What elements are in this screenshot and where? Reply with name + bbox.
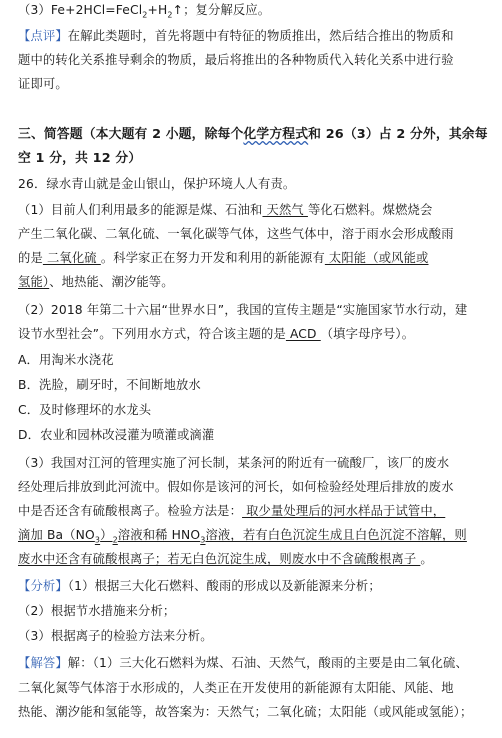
answer-blank: 太阳能（或风能或 xyxy=(324,251,429,265)
option-c: C．及时修理坏的水龙头 xyxy=(18,403,152,417)
q26-3-line-3 xyxy=(18,503,445,519)
comment-line-2: 题中的转化关系推导剩余的物质，最后将推出的各种物质代入转化关系中进行验 xyxy=(18,53,454,67)
solution-line-3: 热能、潮汐能和氢能等，故答案为：天然气；二氧化硫；太阳能（或风能或氢能）； xyxy=(18,705,473,719)
q26-1-line-1 xyxy=(18,202,432,218)
subscript: 2 xyxy=(112,535,118,545)
solution-line-2: 二氧化氮等气体溶于水形成的，人类正在开发使用的新能源有太阳能、风能、地 xyxy=(18,681,454,695)
analysis-tag: 【分析】 xyxy=(18,579,68,593)
option-d: D．农业和园林改浸灌为喷灌或滴灌 xyxy=(18,428,215,442)
answer-blank: 滴加 Ba（NO xyxy=(18,528,95,542)
answer-blank: ACD xyxy=(285,327,321,341)
q26-3-line-1: （3）我国对江河的管理实施了河长制，某条河的附近有一硫酸厂，该厂的废水 xyxy=(18,456,450,470)
q26-2-line-1 xyxy=(18,302,467,318)
solution-tag: 【解答】 xyxy=(18,656,68,670)
question-26-title: 26．绿水青山就是金山银山，保护环境人人有责。 xyxy=(18,177,296,191)
answer-line-3 xyxy=(18,2,270,18)
comment-tag: 【点评】 xyxy=(18,29,68,43)
equation-part: ↑；复分解反应。 xyxy=(172,3,271,17)
text: 、地热能、潮汐能等。 xyxy=(49,275,174,289)
section-heading-cont: 空 1 分，共 12 分） xyxy=(18,151,142,166)
q26-3-line-4 xyxy=(18,527,467,543)
q26-3-line-5 xyxy=(18,551,433,567)
answer-blank: 天然气 xyxy=(262,203,308,217)
subscript: 2 xyxy=(142,10,148,20)
answer-blank: 溶液，若有白色沉淀生成且白色沉淀不溶解，则 xyxy=(205,528,467,542)
text: （填字母序号）。 xyxy=(320,327,415,341)
solution-line-1 xyxy=(18,655,468,671)
q26-1-line-3 xyxy=(18,250,429,266)
q26-3-line-2: 经处理后排放到此河流中。假如你是该河的河长，如何检验经处理后排放的废水 xyxy=(18,480,454,494)
text: 等化石燃料。煤燃烧会 xyxy=(307,203,433,217)
answer-blank: 取少量处理后的河水样品于试管中， xyxy=(242,504,446,518)
answer-blank: 二氧化硫 xyxy=(42,251,101,265)
answer-blank: 溶液和稀 HNO xyxy=(117,528,201,542)
answer-blank: 氢能） xyxy=(18,275,50,289)
comment-text: 在解此类题时，首先将题中有特征的物质推出，然后结合推出的物质和 xyxy=(67,29,454,43)
spellcheck-underlined-text: 化学方程式 xyxy=(243,127,309,142)
heading-part: 三、简答题（本大题有 2 小题，除每个 xyxy=(18,127,244,142)
text: 设节水型社会”。下列用水方式，符合该主题的是 xyxy=(18,327,286,341)
analysis-line-1 xyxy=(18,578,381,594)
text: （1）目前人们利用最多的能源是煤、石油和 xyxy=(18,203,263,217)
analysis-text: （1）根据三大化石燃料、酸雨的形成以及新能源来分析； xyxy=(67,579,381,593)
equation-part: +H xyxy=(147,3,168,17)
section-heading xyxy=(18,127,488,143)
subscript: 3 xyxy=(94,535,101,545)
text: 的是 xyxy=(18,251,43,265)
comment-line-3: 证即可。 xyxy=(18,77,68,91)
answer-blank: ） xyxy=(100,528,113,542)
text: 中是否还含有硫酸根离子。检验方法是： xyxy=(18,504,243,518)
option-a: A．用淘米水浇花 xyxy=(18,353,114,367)
heading-part: 和 26（3）占 2 分外，其余每 xyxy=(308,127,488,142)
equation-part: （3）Fe+2HCl=FeCl xyxy=(18,3,143,17)
analysis-line-2: （2）根据节水措施来分析； xyxy=(18,604,176,618)
text: 。科学家正在努力开发和利用的新能源有 xyxy=(100,251,325,265)
text: （2）2018 年第二十六届“世界水日”，我国的宣传主题是“实施国家节水行动，建 xyxy=(18,303,468,317)
q26-2-line-2 xyxy=(18,326,414,342)
q26-1-line-4 xyxy=(18,274,174,290)
subscript: 3 xyxy=(200,535,206,545)
q26-1-line-2: 产生二氧化碳、二氧化硫、一氧化碳等气体，这些气体中，溶于雨水会形成酸雨 xyxy=(18,227,454,241)
text: 。 xyxy=(420,552,433,566)
answer-blank: 废水中还含有硫酸根离子；若无白色沉淀生成，则废水中不含硫酸根离子 xyxy=(18,552,421,566)
solution-text: 解：（1）三大化石燃料为煤、石油、天然气，酸雨的主要是由二氧化硫、 xyxy=(67,656,468,670)
comment-line-1 xyxy=(18,28,454,44)
subscript: 2 xyxy=(167,10,173,20)
option-b: B．洗脸，刷牙时，不间断地放水 xyxy=(18,378,201,392)
analysis-line-3: （3）根据离子的检验方法来分析。 xyxy=(18,629,213,643)
